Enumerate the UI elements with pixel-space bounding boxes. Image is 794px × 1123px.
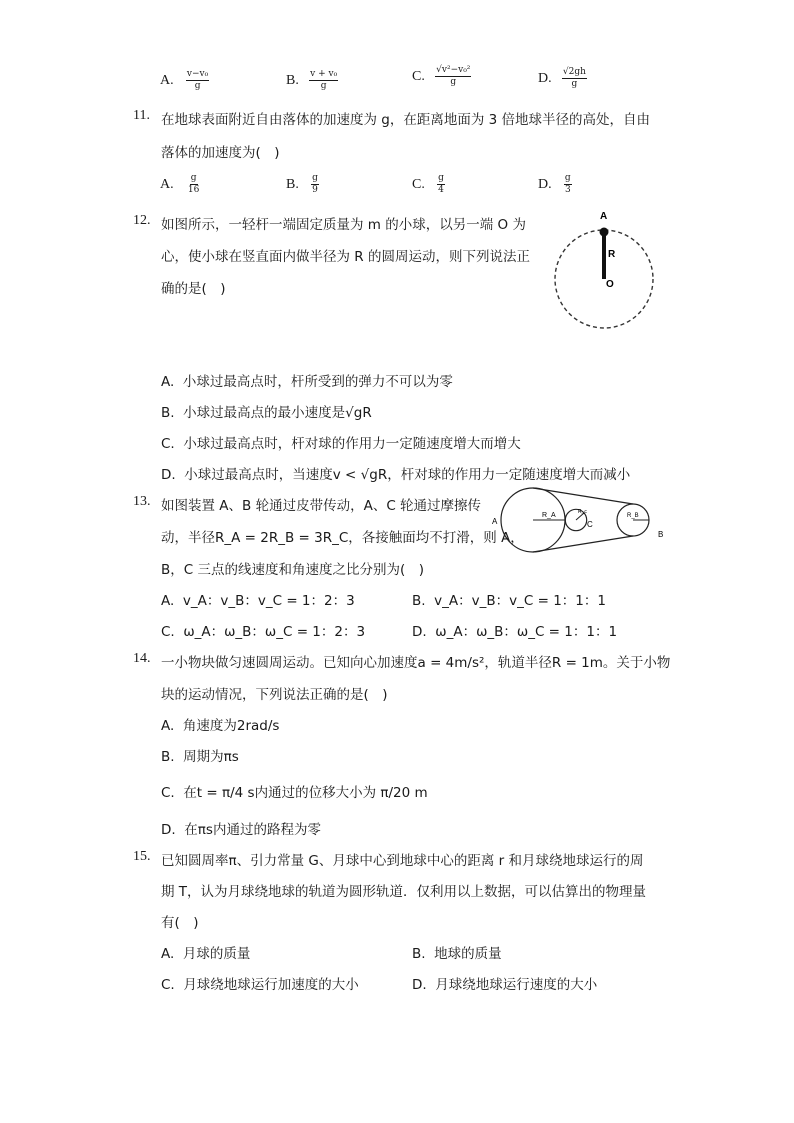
label-c: C	[587, 520, 593, 529]
option-letter: D.	[538, 177, 552, 192]
label-r: R	[608, 249, 616, 260]
option-fraction	[188, 174, 199, 195]
q10-option-c	[412, 66, 471, 87]
q13-option-d	[412, 620, 617, 640]
q10-option-a	[160, 70, 209, 91]
option-letter: B.	[161, 405, 175, 421]
q11-option-b	[286, 174, 319, 195]
label-rb: R_B	[627, 513, 639, 519]
option-text: 周期为πs	[183, 749, 239, 765]
q10-option-d	[538, 68, 587, 89]
question-text-line: 如图装置 A、B 轮通过皮带传动，A、C 轮通过摩擦传	[161, 498, 482, 514]
fraction-denominator: 4	[438, 185, 444, 195]
option-letter: B.	[412, 593, 426, 609]
option-text: ω_A：ω_B：ω_C = 1：1：1	[435, 624, 618, 640]
option-letter: B.	[161, 749, 175, 765]
fraction-denominator: g	[320, 81, 327, 91]
option-letter: A.	[161, 374, 175, 390]
option-letter: D.	[161, 822, 176, 838]
question-text-line: 心，使小球在竖直面内做半径为 R 的圆周运动，则下列说法正	[161, 249, 530, 265]
q14-option-c	[161, 781, 428, 801]
question-text-line: 有( )	[161, 915, 199, 931]
label-b: B	[658, 530, 664, 539]
option-letter: C.	[412, 69, 425, 84]
question-number: 12.	[133, 213, 151, 228]
belt-top	[533, 488, 633, 504]
q14-option-a	[161, 714, 279, 734]
q12-option-d	[161, 463, 630, 483]
fraction-denominator: g	[450, 77, 457, 87]
option-letter: C.	[161, 624, 175, 640]
option-fraction	[311, 174, 319, 195]
question-text-line: 期 T，认为月球绕地球的轨道为圆形轨道．仅利用以上数据，可以估算出的物理量	[161, 884, 647, 900]
fraction-numerator: √v²−v₀²	[436, 65, 471, 75]
question-number: 15.	[133, 849, 151, 864]
option-letter: D.	[412, 624, 427, 640]
question-text-line: 落体的加速度为( )	[161, 145, 280, 161]
q15-option-c	[161, 973, 359, 993]
fraction-numerator: g	[564, 173, 571, 183]
option-letter: B.	[412, 946, 426, 962]
option-text: ω_A：ω_B：ω_C = 1：2：3	[183, 624, 366, 640]
q11-option-c	[412, 174, 445, 195]
fraction-numerator: g	[312, 173, 318, 183]
option-text: 月球绕地球运行加速度的大小	[183, 977, 359, 993]
q13-option-b	[412, 589, 606, 609]
question-text-line: 确的是( )	[161, 281, 226, 297]
fraction-denominator: 3	[564, 185, 571, 195]
q14-option-d	[161, 818, 321, 838]
fraction-denominator: 16	[187, 185, 200, 195]
q15-option-b	[412, 942, 502, 962]
fraction-denominator: g	[571, 79, 578, 89]
option-letter: A.	[161, 946, 175, 962]
q11-option-d	[538, 174, 572, 195]
option-text: 小球过最高点时，杆对球的作用力一定随速度增大而增大	[183, 436, 521, 452]
option-letter: C.	[161, 785, 175, 801]
option-text: 小球过最高点时，杆所受到的弹力不可以为零	[182, 374, 453, 390]
q12-option-a	[161, 370, 453, 390]
option-letter: A.	[160, 73, 174, 88]
question-text-line: B，C 三点的线速度和角速度之比分别为( )	[161, 562, 425, 578]
option-text: 小球过最高点的最小速度是√gR	[183, 405, 372, 421]
question-text-line: 动，半径R_A = 2R_B = 3R_C，各接触面均不打滑，则 A，	[161, 530, 524, 546]
label-a: A	[492, 517, 498, 526]
option-text: 在πs内通过的路程为零	[184, 822, 321, 838]
option-text: 月球的质量	[182, 946, 251, 962]
q11-option-a	[160, 174, 199, 195]
label-a: A	[600, 211, 608, 222]
option-text: 在t = π/4 s内通过的位移大小为 π/20 m	[183, 785, 428, 801]
option-fraction	[437, 174, 445, 195]
q12-option-b	[161, 401, 372, 421]
option-text: v_A：v_B：v_C = 1：2：3	[182, 593, 355, 609]
belt-bottom	[533, 536, 633, 552]
fraction-denominator: 9	[312, 185, 318, 195]
q15-option-a	[161, 942, 250, 962]
rod-circle-figure	[548, 205, 660, 331]
option-letter: D.	[538, 71, 552, 86]
question-number: 13.	[133, 494, 151, 509]
q10-option-b	[286, 70, 338, 91]
question-number: 11.	[133, 108, 150, 123]
question-text-line: 如图所示，一轻杆一端固定质量为 m 的小球，以另一端 O 为	[161, 217, 526, 233]
option-fraction	[309, 70, 338, 91]
fraction-numerator: √2gh	[562, 67, 586, 77]
label-rc: R_c	[578, 509, 587, 515]
q15-option-d	[412, 973, 597, 993]
question-text-line: 已知圆周率π、引力常量 G、月球中心到地球中心的距离 r 和月球绕地球运行的周	[161, 853, 644, 869]
ball	[600, 228, 609, 237]
label-ra: R_A	[542, 512, 556, 519]
option-letter: A.	[160, 177, 174, 192]
option-letter: C.	[412, 177, 425, 192]
option-fraction	[564, 174, 572, 195]
question-text-line: 在地球表面附近自由落体的加速度为 g，在距离地面为 3 倍地球半径的高处，自由	[161, 112, 651, 128]
option-text: 角速度为2rad/s	[182, 718, 280, 734]
q13-option-a	[161, 589, 355, 609]
fraction-denominator: g	[194, 81, 201, 91]
q13-option-c	[161, 620, 365, 640]
option-letter: D.	[161, 467, 176, 483]
option-letter: B.	[286, 73, 299, 88]
option-fraction	[562, 68, 587, 89]
q12-option-c	[161, 432, 521, 452]
option-text: 小球过最高点时，当速度v < √gR，杆对球的作用力一定随速度增大而减小	[184, 467, 631, 483]
fraction-numerator: v + v₀	[310, 69, 338, 79]
option-letter: C.	[161, 436, 175, 452]
belt-pulley-figure	[490, 484, 666, 558]
option-letter: D.	[412, 977, 427, 993]
question-number: 14.	[133, 651, 151, 666]
question-text-line: 块的运动情况，下列说法正确的是( )	[161, 687, 388, 703]
fraction-numerator: g	[190, 173, 197, 183]
option-letter: C.	[161, 977, 175, 993]
option-letter: A.	[161, 593, 175, 609]
q14-option-b	[161, 745, 239, 765]
option-fraction	[435, 66, 471, 87]
option-text: 月球绕地球运行速度的大小	[435, 977, 598, 993]
option-text: v_A：v_B：v_C = 1：1：1	[434, 593, 606, 609]
option-text: 地球的质量	[434, 946, 502, 962]
question-text-line: 一小物块做匀速圆周运动。已知向心加速度a = 4m/s²，轨道半径R = 1m。关于小物	[161, 655, 671, 671]
option-fraction	[186, 70, 209, 91]
option-letter: A.	[161, 718, 175, 734]
option-letter: B.	[286, 177, 299, 192]
label-o: O	[606, 279, 614, 290]
fraction-numerator: v−v₀	[186, 69, 209, 79]
fraction-numerator: g	[438, 173, 444, 183]
